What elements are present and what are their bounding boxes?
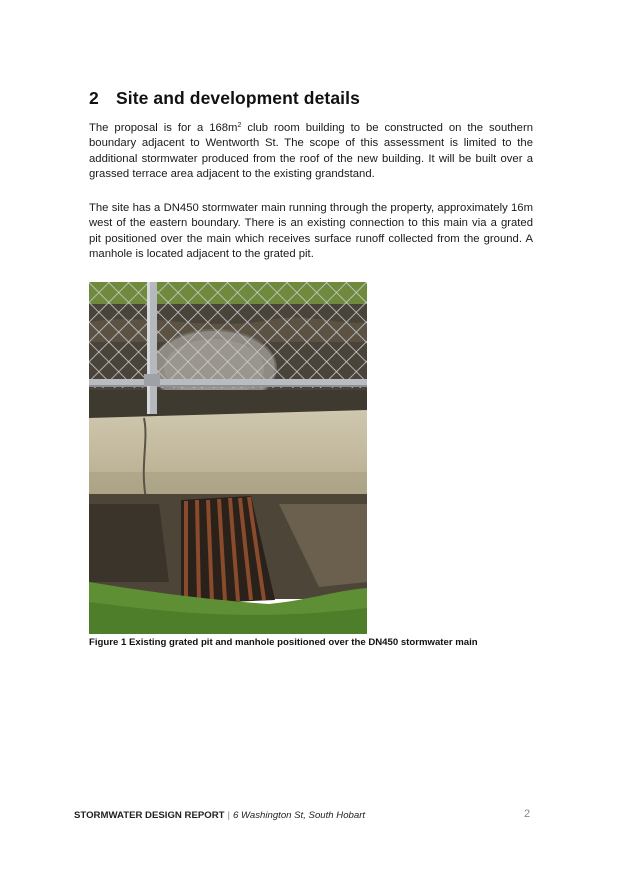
paragraph-proposal-text-b: club room building to be constructed on the southern boundary adjacent to Wentworth St. The scope of this assessment is limited to the additional stormwater produced from the roof of the new building. It will be built over a grassed terrace area adjacent to the existing grandstand. xyxy=(89,122,533,181)
section-number: 2 xyxy=(89,88,99,108)
chain-link-fence xyxy=(89,282,367,388)
paragraph-site: The site has a DN450 stormwater main running through the property, approximately 16m west of the eastern boundary. There is an existing connection to this main via a grated pit positioned over the main which receives surface runoff collected from the ground. A manhole is located adjacent to the grated pit. xyxy=(89,202,533,261)
section-title: Site and development details xyxy=(115,88,360,108)
section-heading xyxy=(89,88,360,109)
paragraph-proposal xyxy=(89,121,533,183)
footer-separator: | xyxy=(227,810,230,821)
paragraph-proposal-text-a: The proposal is for a 168m xyxy=(89,122,238,134)
figure-caption: Figure 1 Existing grated pit and manhole positioned over the DN450 stormwater main xyxy=(89,637,478,648)
footer-address: 6 Washington St, South Hobart xyxy=(233,810,366,821)
page-footer xyxy=(74,810,365,821)
page-number: 2 xyxy=(524,808,531,820)
site-photo xyxy=(89,282,367,634)
area-superscript: 2 xyxy=(237,122,242,129)
footer-report-title: STORMWATER DESIGN REPORT xyxy=(74,810,225,821)
